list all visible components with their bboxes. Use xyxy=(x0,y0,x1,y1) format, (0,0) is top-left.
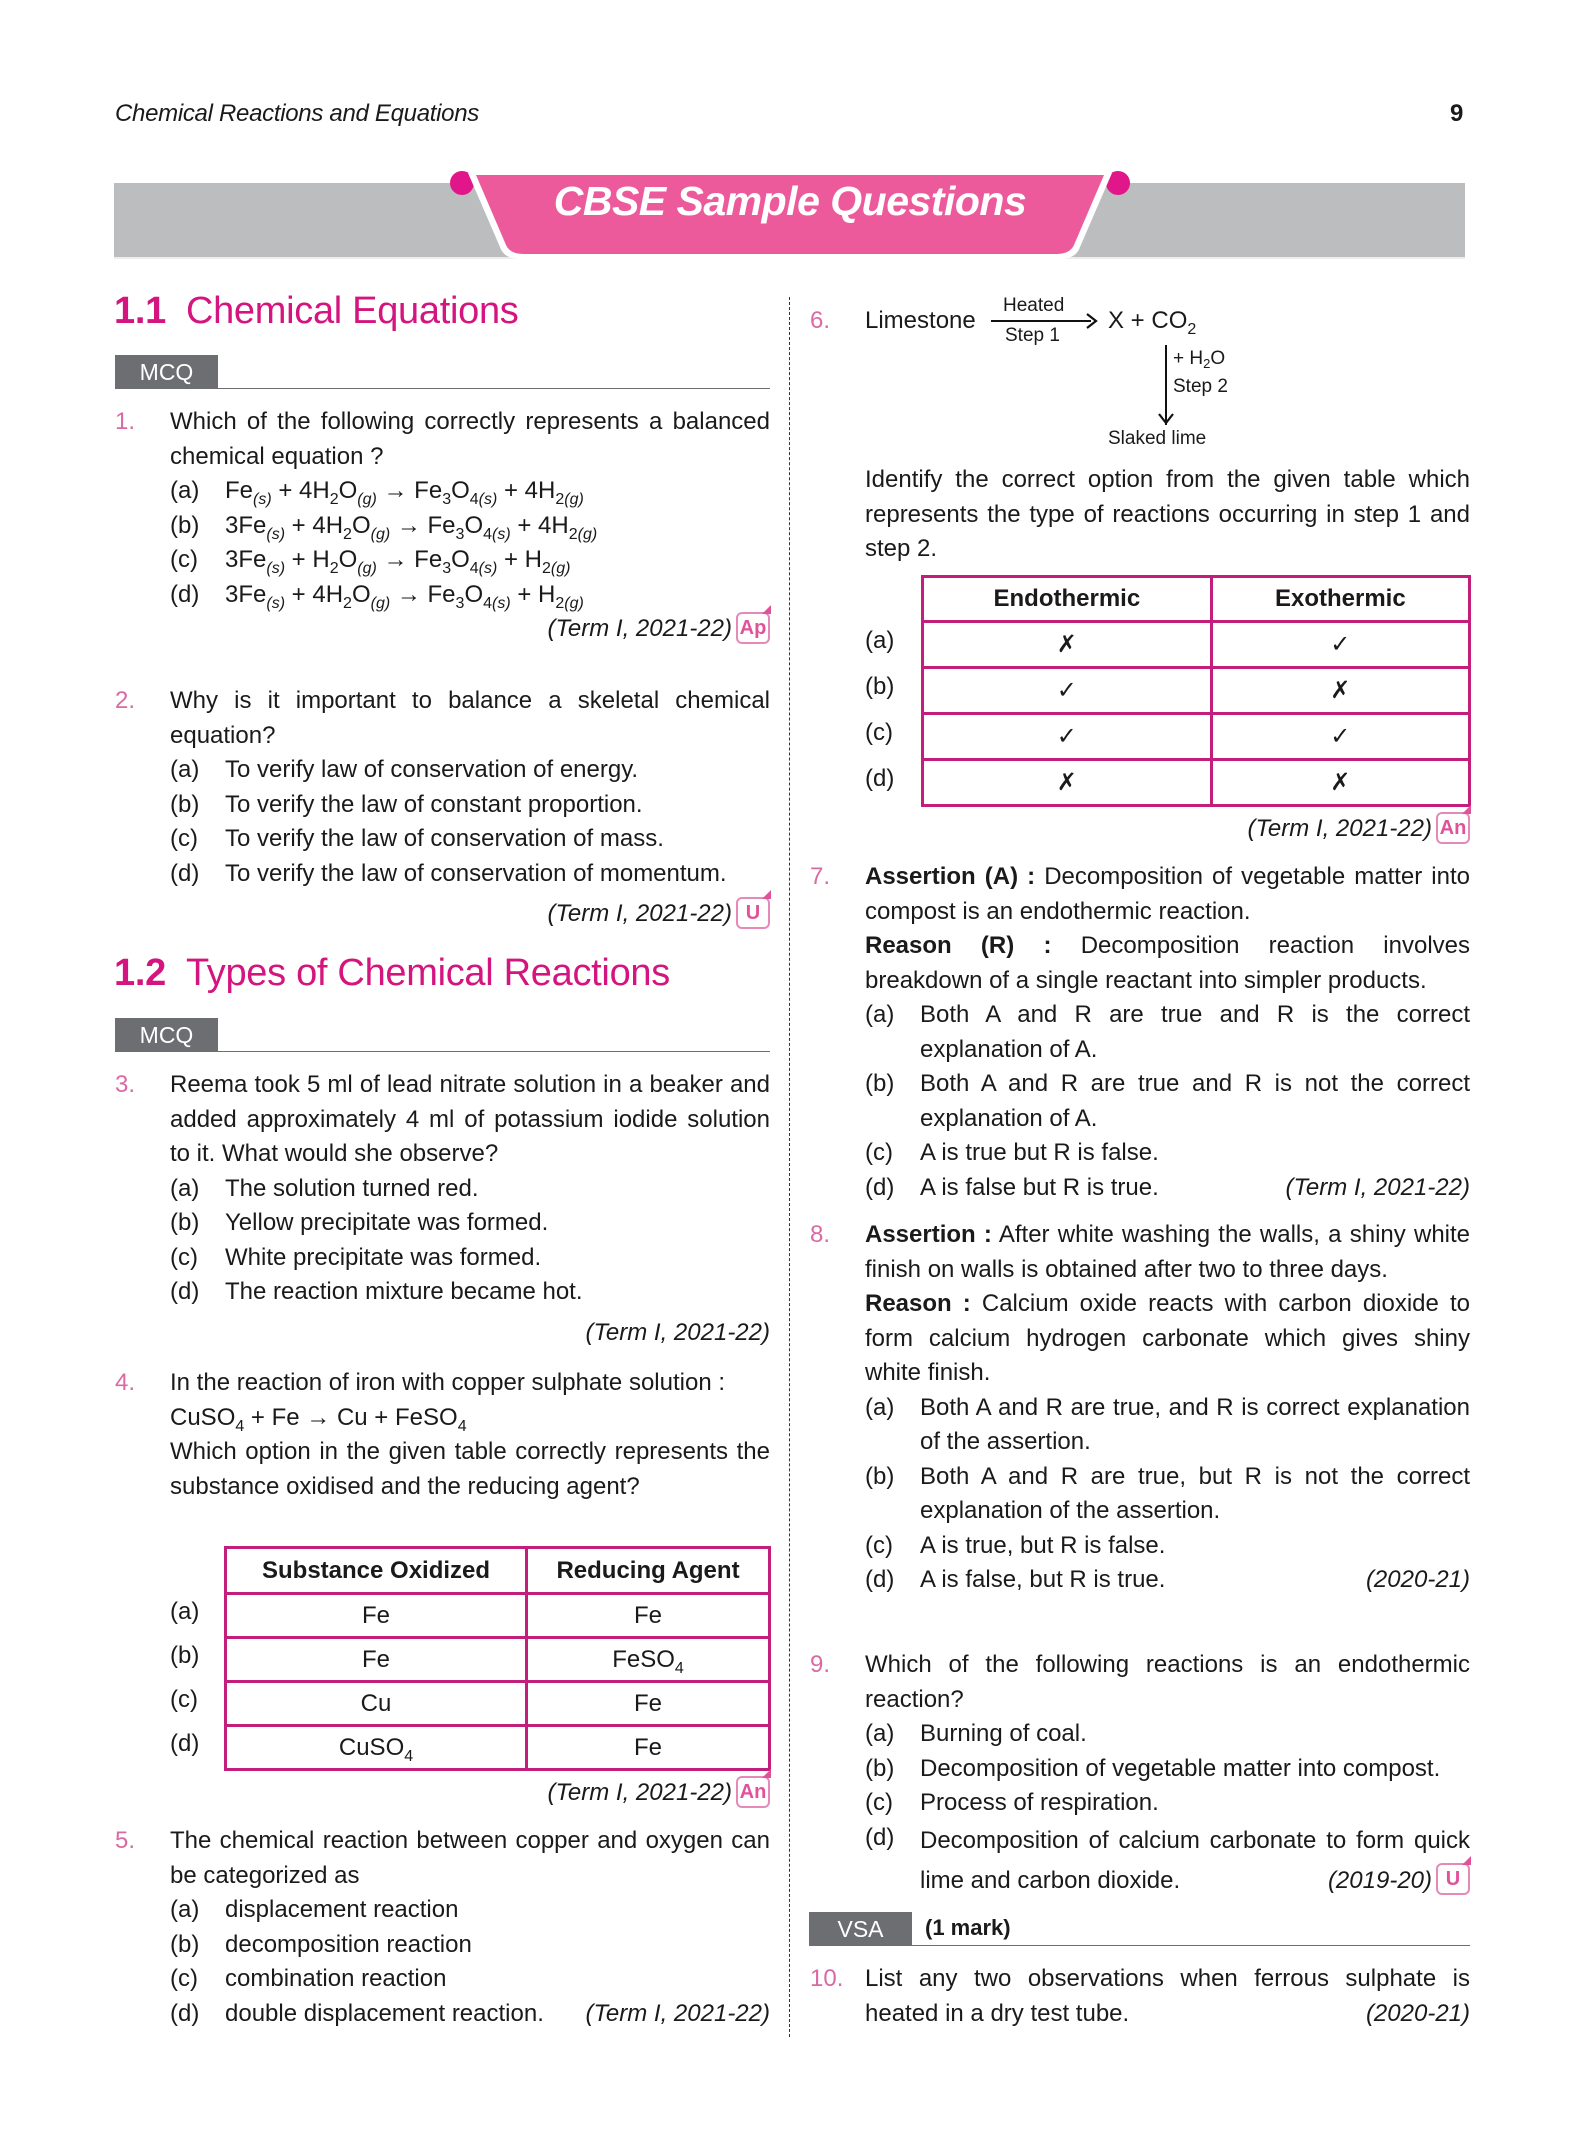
question-source: (Term I, 2021-22) xyxy=(585,1318,770,1346)
option-c[interactable]: (c) To verify the law of conservation of mass. xyxy=(170,825,664,852)
table-row: Cu Fe xyxy=(226,1682,770,1726)
option-d[interactable]: (d) A is false but R is true. (Term I, 2021-22) xyxy=(865,1171,1470,1206)
question-5 xyxy=(115,1824,770,2031)
row-label: (c) xyxy=(865,719,893,746)
option-d[interactable]: (d) A is false, but R is true. (2020-21) xyxy=(865,1563,1470,1598)
question-number: 2. xyxy=(115,687,136,714)
option-d[interactable]: (d) $3Fe_{(s)} + 4H_2O_{(g)} \to Fe_3O_{4(s)} + H_{2(g)}$ xyxy=(170,578,770,613)
option-b[interactable]: (b) To verify the law of constant proportion. xyxy=(170,790,643,818)
section-heading-1-2 xyxy=(114,952,670,995)
cross-icon: ✗ xyxy=(1211,668,1469,714)
question-number: 8. xyxy=(810,1221,831,1248)
question-9 xyxy=(810,1648,1470,1901)
option-c[interactable]: (c) Process of respiration. xyxy=(865,1789,1159,1816)
check-icon: ✓ xyxy=(923,714,1212,760)
check-icon: ✓ xyxy=(1211,714,1469,760)
question-10 xyxy=(810,1962,1470,2031)
arrow-label-step1: Step 1 xyxy=(1005,325,1060,346)
table-row: CuSO$_4$ Fe xyxy=(226,1726,770,1770)
table-row: Fe FeSO$_4$ xyxy=(226,1638,770,1682)
option-c[interactable]: (c) combination reaction xyxy=(170,1965,447,1992)
option-d[interactable]: (d) Decomposition of calcium carbonate to form quick lime and carbon dioxide. (2019-20) U xyxy=(865,1821,1470,1901)
reason: Reason : Calcium oxide reacts with carbon dioxide to form calcium hydrogen carbonate which gives shiny white finish. xyxy=(865,1290,1470,1386)
question-number: 6. xyxy=(810,307,831,334)
option-b[interactable]: (b) Both A and R are true, but R is not the correct explanation of the assertion. xyxy=(865,1462,1470,1524)
option-c[interactable]: (c) $3Fe_{(s)} + H_2O_{(g)} \to Fe_3O_{4(s)} + H_{2(g)}$ xyxy=(170,543,770,578)
mcq-tag: MCQ xyxy=(115,355,218,389)
tag-rule xyxy=(912,1945,1470,1946)
table-row xyxy=(923,714,1470,760)
mcq-tag: MCQ xyxy=(115,1018,218,1052)
question-3 xyxy=(115,1068,770,1350)
skill-badge-an: An xyxy=(1436,812,1470,844)
row-label: (c) xyxy=(170,1686,198,1713)
assertion: Assertion (A) : Decomposition of vegetable matter into compost is an endothermic reaction. xyxy=(865,863,1471,925)
vsa-marks: (1 mark) xyxy=(925,1915,1011,1940)
equation: $Fe_{(s)} + 4H_2O_{(g)} \to Fe_3O_{4(s)} + 4H_{2(g)}$ xyxy=(225,477,584,508)
question-text: Identify the correct option from the given table which represents the type of reactions occurring in step 1 and step 2. xyxy=(865,466,1470,562)
table-header: Endothermic xyxy=(923,577,1212,622)
question-number: 5. xyxy=(115,1827,136,1854)
option-d[interactable]: (d) The reaction mixture became hot. xyxy=(170,1278,583,1305)
arrow-label-heated: Heated xyxy=(1003,295,1065,316)
diagram-reactant: Limestone xyxy=(865,307,976,334)
row-label: (a) xyxy=(865,627,895,654)
question-text-2: Which option in the given table correctly represents the substance oxidised and the reducing agent? xyxy=(170,1438,770,1500)
arrowhead-down-icon xyxy=(1157,412,1175,426)
page-number: 9 xyxy=(1450,100,1464,127)
oxidation-table xyxy=(224,1546,771,1771)
reaction-type-table xyxy=(921,575,1471,807)
assertion: Assertion : After white washing the walls, a shiny white finish on walls is obtained after two to three days. xyxy=(865,1221,1471,1283)
option-d[interactable]: (d) To verify the law of conservation of momentum. xyxy=(170,859,727,887)
question-source: (2020-21) xyxy=(1365,1999,1470,2027)
diagram-final-product: Slaked lime xyxy=(1108,428,1207,449)
skill-badge-an: An xyxy=(736,1776,770,1808)
row-label: (b) xyxy=(170,1642,200,1669)
question-8 xyxy=(810,1218,1470,1598)
equation: $3Fe_{(s)} + H_2O_{(g)} \to Fe_3O_{4(s)} + H_{2(g)}$ xyxy=(225,546,571,577)
question-text: Which of the following reactions is an endothermic reaction? xyxy=(865,1651,1470,1713)
running-title: Chemical Reactions and Equations xyxy=(115,100,479,127)
question-text: List any two observations when ferrous sulphate is heated in a dry test tube. (2020-21) xyxy=(865,1962,1470,2031)
equation: $3Fe_{(s)} + 4H_2O_{(g)} \to Fe_3O_{4(s)} + 4H_{2(g)}$ xyxy=(225,511,598,543)
reason: Reason (R) : Decomposition reaction involves breakdown of a single reactant into simpler products. xyxy=(865,932,1470,994)
option-a[interactable]: (a) To verify law of conservation of energy. xyxy=(170,756,639,783)
section-heading-1-1 xyxy=(114,290,519,333)
option-a[interactable]: (a) $Fe_{(s)} + 4H_2O_{(g)} \to Fe_3O_{4(s)} + 4H_{2(g)}$ xyxy=(170,474,770,509)
diagram-products: $X + CO_2$ xyxy=(1108,307,1197,338)
cross-icon: ✗ xyxy=(923,622,1212,668)
question-1 xyxy=(115,405,770,647)
section-number: 1.1 xyxy=(114,290,166,332)
question-source: (Term I, 2021-22) U xyxy=(170,897,770,932)
question-source: (2020-21) xyxy=(1365,1566,1470,1593)
table-row xyxy=(923,668,1470,714)
reaction-equation: CuSO$_4$ + Fe → Cu + FeSO$_4$ xyxy=(170,1403,467,1435)
option-c[interactable]: (c) A is true but R is false. xyxy=(865,1139,1159,1166)
question-text: The chemical reaction between copper and oxygen can be categorized as xyxy=(170,1827,770,1889)
question-number: 9. xyxy=(810,1651,831,1678)
skill-badge-ap: Ap xyxy=(736,612,770,644)
check-icon: ✓ xyxy=(923,668,1212,714)
table-row: Fe Fe xyxy=(226,1594,770,1638)
option-a[interactable]: (a) Both A and R are true and R is the correct explanation of A. xyxy=(865,1001,1470,1063)
table-row xyxy=(923,622,1470,668)
table-header: Exothermic xyxy=(1211,577,1469,622)
table-header: Substance Oxidized xyxy=(226,1548,527,1594)
question-text: Reema took 5 ml of lead nitrate solution in a beaker and added approximately 4 ml of potassium iodide solution to it. What would she observe? xyxy=(170,1071,770,1167)
arrow-label-water: + $H_2O$ xyxy=(1173,348,1226,371)
table-row xyxy=(923,760,1470,806)
vsa-tag: VSA xyxy=(809,1912,912,1946)
option-d[interactable]: (d) double displacement reaction. (Term I, 2021-22) xyxy=(170,1997,770,2032)
section-title: Types of Chemical Reactions xyxy=(185,952,670,994)
section-number: 1.2 xyxy=(114,952,166,994)
question-7 xyxy=(810,860,1470,1205)
tag-rule xyxy=(218,388,770,389)
question-source: (Term I, 2021-22) xyxy=(585,1999,770,2027)
arrow-step1 xyxy=(991,320,1091,322)
equation: $3Fe_{(s)} + 4H_2O_{(g)} \to Fe_3O_{4(s)} + H_{2(g)}$ xyxy=(225,580,584,612)
option-b[interactable]: (b) Yellow precipitate was formed. xyxy=(170,1209,549,1236)
question-4 xyxy=(115,1366,770,1504)
question-number: 10. xyxy=(810,1965,844,1992)
option-a[interactable]: (a) Burning of coal. xyxy=(865,1720,1087,1747)
option-a[interactable]: (a) The solution turned red. xyxy=(170,1174,479,1202)
question-number: 1. xyxy=(115,408,136,435)
question-number: 7. xyxy=(810,863,831,890)
question-2 xyxy=(115,684,770,932)
option-b[interactable]: (b) $3Fe_{(s)} + 4H_2O_{(g)} \to Fe_3O_{4(s)} + 4H_{2(g)}$ xyxy=(170,509,770,544)
row-label: (a) xyxy=(170,1598,200,1625)
question-text: In the reaction of iron with copper sulphate solution : xyxy=(170,1369,725,1396)
table-header: Reducing Agent xyxy=(527,1548,770,1594)
option-c[interactable]: (c) A is true, but R is false. xyxy=(865,1531,1166,1559)
question-source: (2019-20) U xyxy=(1328,1861,1470,1901)
question-source: (Term I, 2021-22) xyxy=(1285,1173,1470,1201)
column-divider xyxy=(789,297,790,2037)
row-label: (d) xyxy=(865,765,895,792)
row-label: (b) xyxy=(865,673,895,700)
question-source: (Term I, 2021-22) An xyxy=(170,1776,770,1811)
banner-title: CBSE Sample Questions xyxy=(553,178,1027,224)
question-number: 3. xyxy=(115,1071,136,1098)
option-c[interactable]: (c) White precipitate was formed. xyxy=(170,1243,542,1271)
row-label: (d) xyxy=(170,1730,200,1757)
question-text: Why is it important to balance a skeletal chemical equation? xyxy=(170,687,770,749)
skill-badge-u: U xyxy=(736,897,770,929)
cross-icon: ✗ xyxy=(923,760,1212,806)
question-source: (Term I, 2021-22) Ap xyxy=(170,612,770,647)
section-title: Chemical Equations xyxy=(185,290,519,332)
skill-badge-u: U xyxy=(1436,1863,1470,1895)
arrowhead-right-icon xyxy=(1085,312,1099,330)
option-b[interactable]: (b) decomposition reaction xyxy=(170,1930,472,1958)
option-a[interactable]: (a) displacement reaction xyxy=(170,1896,459,1923)
arrow-label-step2: Step 2 xyxy=(1173,376,1228,397)
question-number: 4. xyxy=(115,1369,136,1396)
check-icon: ✓ xyxy=(1211,622,1469,668)
question-text: Which of the following correctly represents a balanced chemical equation ? xyxy=(170,408,770,470)
tag-rule xyxy=(218,1051,770,1052)
cross-icon: ✗ xyxy=(1211,760,1469,806)
option-a[interactable]: (a) Both A and R are true, and R is correct explanation of the assertion. xyxy=(865,1393,1470,1455)
option-b[interactable]: (b) Decomposition of vegetable matter into compost. xyxy=(865,1754,1441,1782)
option-b[interactable]: (b) Both A and R are true and R is not the correct explanation of A. xyxy=(865,1070,1470,1132)
question-source: (Term I, 2021-22) An xyxy=(870,812,1470,847)
